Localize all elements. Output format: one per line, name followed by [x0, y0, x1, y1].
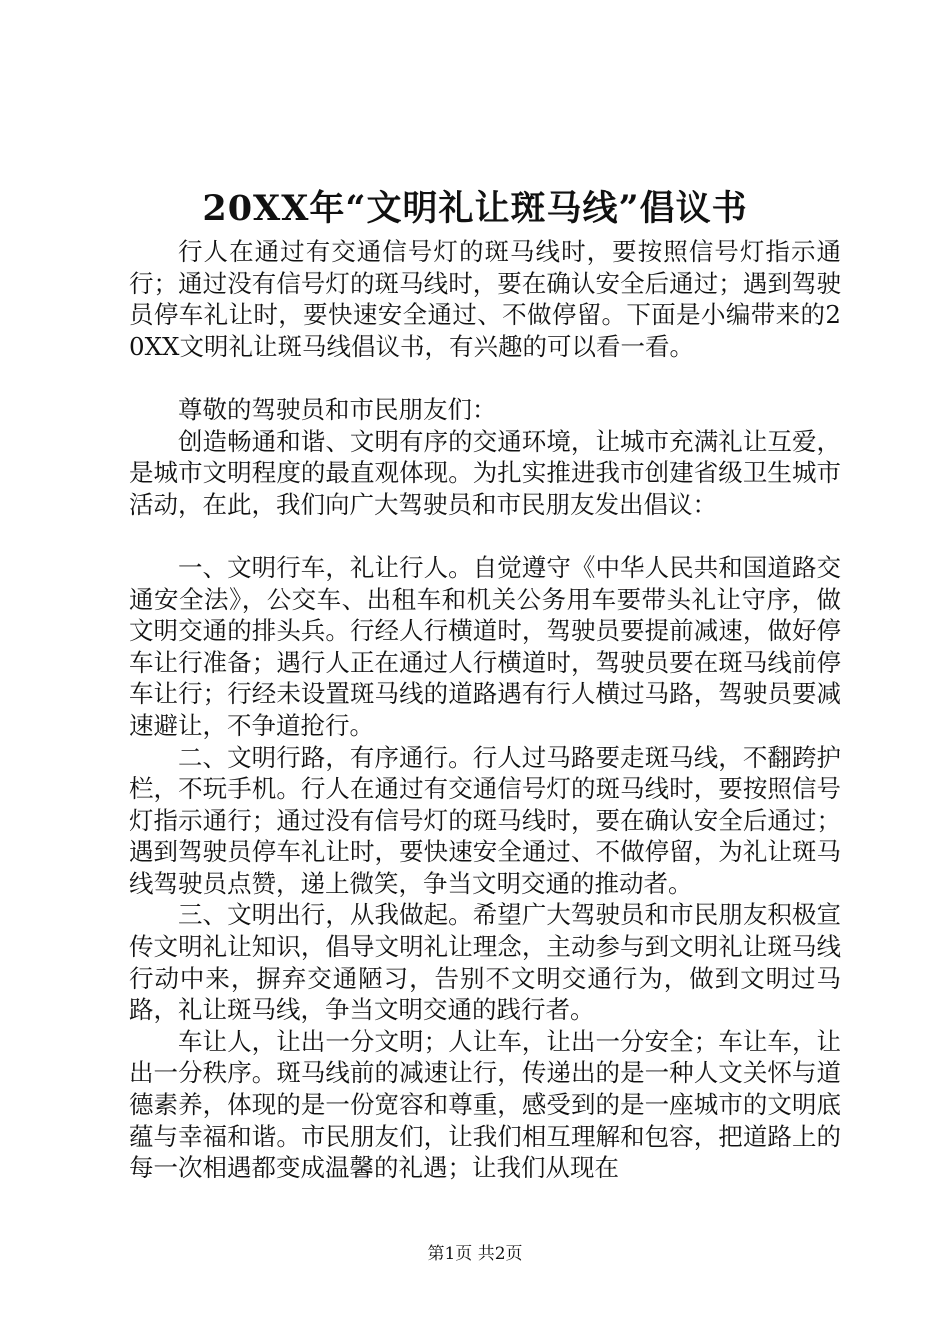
salutation-paragraph: 尊敬的驾驶员和市民朋友们： — [178, 394, 497, 424]
paragraph-spacer — [129, 520, 841, 552]
proposal-paragraph-3: 三、文明出行，从我做起。希望广大驾驶员和市民朋友积极宣传文明礼让知识，倡导文明礼让理念，主动参与到文明礼让斑马线行动中来，摒弃交通陋习，告别不文明交通行为，做到文明过马路，礼让斑马线，争当文明交通的践行者。 — [129, 900, 841, 1025]
proposal-paragraph-1: 一、文明行车，礼让行人。自觉遵守《中华人民共和国道路交通安全法》，公交车、出租车和机关公务用车要带头礼让守序，做文明交通的排头兵。行经人行横道时，驾驶员要提前减速，做好停车让行准备；遇行人正在通过人行横道时，驾驶员要在斑马线前停车让行；行经未设置斑马线的道路遇有行人横过马路，驾驶员要减速避让，不争道抢行。 — [129, 552, 841, 740]
document-title: 20XX年“文明礼让斑马线”倡议书 — [202, 188, 748, 229]
document-body — [129, 236, 841, 1184]
proposal-paragraph-2: 二、文明行路，有序通行。行人过马路要走斑马线，不翻跨护栏，不玩手机。行人在通过有交通信号灯的斑马线时，要按照信号灯指示通行；通过没有信号灯的斑马线时，要在确认安全后通过；遇到驾驶员停车礼让时，要快速安全通过、不做停留，为礼让斑马线驾驶员点赞，递上微笑，争当文明交通的推动者。 — [129, 742, 841, 898]
paragraph-spacer — [129, 362, 841, 394]
intro-paragraph: 行人在通过有交通信号灯的斑马线时，要按照信号灯指示通行；通过没有信号灯的斑马线时，要在确认安全后通过；遇到驾驶员停车礼让时，要快速安全通过、不做停留。下面是小编带来的20XX文明礼让斑马线倡议书，有兴趣的可以看一看。 — [129, 237, 841, 361]
opening-paragraph: 创造畅通和谐、文明有序的交通环境，让城市充满礼让互爱，是城市文明程度的最直观体现。为扎实推进我市创建省级卫生城市活动，在此，我们向广大驾驶员和市民朋友发出倡议： — [129, 426, 841, 519]
closing-paragraph: 车让人，让出一分文明；人让车，让出一分安全；车让车，让出一分秩序。斑马线前的减速让行，传递出的是一种人文关怀与道德素养，体现的是一份宽容和尊重，感受到的是一座城市的文明底蕴与幸福和谐。市民朋友们，让我们相互理解和包容，把道路上的每一次相遇都变成温馨的礼遇；让我们从现在 — [129, 1026, 841, 1183]
page-number-footer: 第1页 共2页 — [427, 1244, 523, 1264]
